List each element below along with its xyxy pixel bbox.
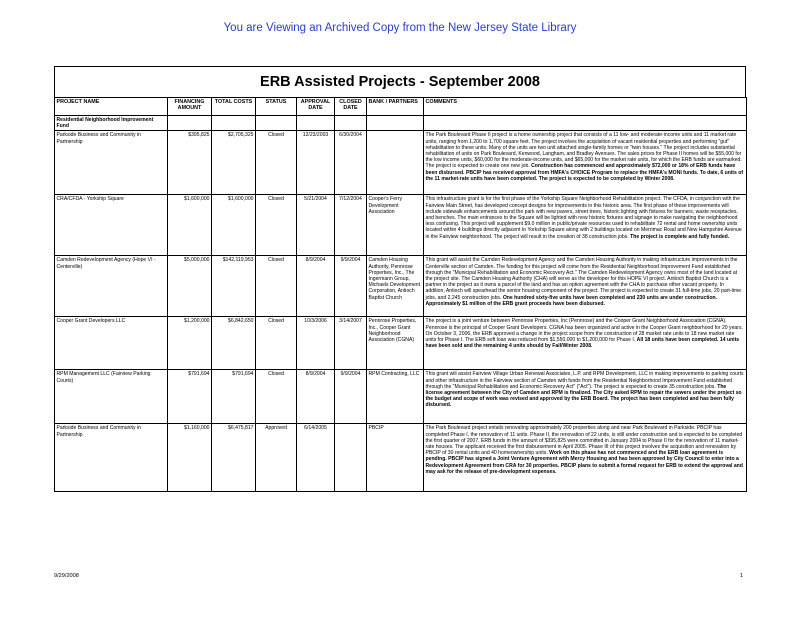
- comment-text: The Park Boulevard Phase II project is a home ownership project that consists of a 11 low- and moderate-income units and 11 market rate units, ranging from 1,200 to 1,700 square feet. The project involves the acquisition of vacant residential properties and performing "gut" rehabilitation to these units. Many of the units are two unit attached single-family homes or "twin houses." The project includes substantial rehabilitation of units on Park Boulevard, Kenwood, Langham, and Bradley Avenues. The sales prices for Phase II homes will be $55,000 for the low income units, $60,000 for the moderate-income units, and $65,000 for the market rate units, for which the ERB funds are earmarked. The project is expected to create one new job.: [425, 132, 742, 170]
- total-costs: $142,119,953: [212, 256, 256, 317]
- empty-cell: [367, 116, 424, 131]
- header-comments: COMMENTS: [424, 98, 747, 116]
- header-bank-partners: BANK / PARTNERS: [367, 98, 424, 116]
- project-name: RPM Management LLC (Fairview Parking Courts): [55, 370, 168, 424]
- header-status: STATUS: [256, 98, 297, 116]
- project-name: Camden Redevelopment Agency (Hope VI - Centerville): [55, 256, 168, 317]
- closed-date: 7/12/2004: [335, 195, 367, 256]
- comment-text: This grant will assist Fairview Village Urban Renewal Associates, L.P. and RPM Development, LLC in making improvements to parking courts and other infrastructure in the Fairview section of Camden with funds from the Residential Neighborhood Improvement Fund established through the "Municipal Rehabilitation and Economic Recovery Act" ("Act"). The project is expected to create 35 construction jobs.: [425, 371, 744, 390]
- empty-cell: [168, 116, 212, 131]
- table-row: [55, 424, 747, 492]
- closed-date: 3/14/2007: [335, 317, 367, 370]
- approval-date: 8/9/2004: [297, 370, 335, 424]
- comment-text: This grant will assist the Camden Redevelopment Agency and the Camden Housing Authority in making infrastructure improvements in the Centerville section of Camden. The funding for this project will come from the Residential Neighborhood Improvement Fund established through the "Municipal Rehabilitation and Economic Recovery Act." The Camden Redevelopment Agency owns most of the land located at the project site. The Camden Housing Authority (CHA) will serve as the developer for this HOPE VI project. Antioch Baptist Church is a partner in the project as it owns a parcel of the land and has an option agreement with the CHA to purchase other vacant property. In addition, Antioch will spearhead the senior housing component of the project. The project is expected to create 31 full-time jobs, 20 part-time jobs, and 2,245 construction jobs.: [425, 257, 742, 301]
- table-row: [55, 317, 747, 370]
- approval-date: 6/14/2005: [297, 424, 335, 492]
- table-row: [55, 370, 747, 424]
- project-status: Closed: [256, 256, 297, 317]
- header-approval-date: APPROVAL DATE: [297, 98, 335, 116]
- total-costs: $6,475,817: [212, 424, 256, 492]
- comment-text: This infrastructure grant is for the first phase of the Yorkship Square Neighborhood Rehabilitation project. The CFDA, in conjunction with the Fairview Main Street, has developed concept designs for improvements in this historic area. The first phase of these improvements will include sidewalk enhancements around the park with new pavers, street trees, historic lighting with fixtures for banners, waste receptacles, and benches. The main entrances to the Square will be lighted with new historic fixtures and signage to make navigating the neighborhood less confusing. This project will supplement $9.0 million in public/private resources used to rehabilitate 72 rental and home ownership units located within 4 buildings directly adjacent to Yorkship Square along with 2 buildings located on Merrimac Road and New Hampshire Avenue in the Fairview neighborhood. The project will result in the creation of 38 construction jobs.: [425, 196, 742, 240]
- bank-partners: Cooper's Ferry Development Association: [367, 195, 424, 256]
- table-header-row: [55, 98, 747, 116]
- comment-status: The license agreement between the City of Camden and RPM is finalized. The City asked RPM to repair the sewers under the project so the budget and scope of work was revised and approved by the ERB Board. The project has been completed and has been fully disbursed.: [425, 383, 742, 409]
- comments-cell: [424, 317, 747, 370]
- comment-status: All 18 units have been completed. 14 units have been sold and the remaining 4 units should by Fall/Winter 2008.: [425, 337, 740, 350]
- project-status: Closed: [256, 131, 297, 195]
- empty-cell: [335, 116, 367, 131]
- section-label: Residential Neighborhood Improvement Fund: [55, 116, 168, 131]
- closed-date: [335, 424, 367, 492]
- closed-date: 9/9/2004: [335, 256, 367, 317]
- header-project-name: PROJECT NAME: [55, 98, 168, 116]
- table-row: [55, 195, 747, 256]
- total-costs: $791,694: [212, 370, 256, 424]
- project-name: Parkside Business and Community in Partnership: [55, 424, 168, 492]
- financing-amount: $395,825: [168, 131, 212, 195]
- header-financing-amount: FINANCING AMOUNT: [168, 98, 212, 116]
- bank-partners: PBCIP: [367, 424, 424, 492]
- footer-date: 9/29/2008: [54, 573, 79, 579]
- empty-cell: [297, 116, 335, 131]
- page-number: 1: [740, 573, 744, 579]
- financing-amount: $5,000,000: [168, 256, 212, 317]
- report-title: ERB Assisted Projects - September 2008: [54, 66, 746, 97]
- project-name: Cooper Grant Developers LLC: [55, 317, 168, 370]
- bank-partners: [367, 131, 424, 195]
- project-status: Closed: [256, 370, 297, 424]
- approval-date: 12/23/2003: [297, 131, 335, 195]
- bank-partners: RPM Contracting, LLC: [367, 370, 424, 424]
- empty-cell: [424, 116, 747, 131]
- total-costs: $2,705,325: [212, 131, 256, 195]
- closed-date: 6/30/2004: [335, 131, 367, 195]
- project-name: Parkside Business and Community in Partnership: [55, 131, 168, 195]
- report-document: [54, 66, 746, 492]
- approval-date: 10/3/2006: [297, 317, 335, 370]
- header-total-costs: TOTAL COSTS: [212, 98, 256, 116]
- comments-cell: [424, 131, 747, 195]
- project-status: Closed: [256, 195, 297, 256]
- comment-status: Construction has commenced and approximately $72,000 or 18% of ERB funds have been disbursed. PBCIP has received approval from HMFA's CHOICE Program to replace the HMFA's MONI funds. To date, 6 units of the 11 market-rate units have been completed. The project is expected to be completed by Winter 2008.: [425, 163, 744, 182]
- empty-cell: [256, 116, 297, 131]
- section-row: [55, 116, 747, 131]
- header-closed-date: CLOSED DATE: [335, 98, 367, 116]
- closed-date: 9/9/2004: [335, 370, 367, 424]
- comments-cell: [424, 424, 747, 492]
- total-costs: $1,600,000: [212, 195, 256, 256]
- financing-amount: $1,200,000: [168, 317, 212, 370]
- table-row: [55, 131, 747, 195]
- comment-text: The Park Boulevard project entails renovating approximately 200 properties along and near Park Boulevard in Parkside. PBCIP has completed Phase I, the renovation of 11 units. Phase II, the renovation of 22 units, is still under construction and is expected to be completed the first quarter of 2007. ERB funds in the amount of $395,825 were committed in January 2004 to Phase II for the renovation of 11 market-rate houses. The applicant received the first disbursement in April 2005. Phase III of this project involves the acquisition and renovation by PBCIP of 30 rental units and 40 homeownership units.: [425, 425, 743, 457]
- project-name: CRA/CFDA - Yorkship Square: [55, 195, 168, 256]
- table-row: [55, 256, 747, 317]
- project-status: Approved: [256, 424, 297, 492]
- comment-text: The project is a joint venture between Pennrose Properties, Inc (Pennrose) and the Cooper Grant Neighborhood Association (CGNA). Pennrose is the principal of Cooper Grant Developers. CGNA has been organized and active in the Cooper Grant neighborhood for 20 years. On October 3, 2006, the ERB approved a change in the project scope from the construction of 28 market rate units to 18 new market rate units for Phase I. The ERB soft loan was reduced from $1,550,000 to $1,200,000 for Phase I.: [425, 318, 743, 344]
- project-status: Closed: [256, 317, 297, 370]
- comment-status: The project is complete and fully funded.: [630, 233, 730, 240]
- comments-cell: [424, 195, 747, 256]
- comments-cell: [424, 256, 747, 317]
- empty-cell: [212, 116, 256, 131]
- financing-amount: $1,600,000: [168, 195, 212, 256]
- bank-partners: Camden Housing Authority, Pennrose Properties, Inc., The Ingermann Group, Michaels Development Corporation, Antioch Baptist Church: [367, 256, 424, 317]
- approval-date: 5/21/2004: [297, 195, 335, 256]
- financing-amount: $791,694: [168, 370, 212, 424]
- comment-status: One hundred sixty-five units have been completed and 230 units are under construction. Approximately $1 million of the ERB grant proceeds have been disbursed.: [425, 294, 718, 307]
- comments-cell: [424, 370, 747, 424]
- bank-partners: Pennrose Properties, Inc., Cooper Grant Neighborhood Association (CGNA): [367, 317, 424, 370]
- archive-banner: You are Viewing an Archived Copy from the New Jersey State Library: [223, 22, 577, 34]
- financing-amount: $1,160,000: [168, 424, 212, 492]
- approval-date: 8/9/2004: [297, 256, 335, 317]
- comment-status: Work on this phase has not commenced and the ERB loan agreement is pending. PBCIP has signed a Joint Venture Agreement with Mercy Housing and has been approved by City Council to enter into a Redevelopment Agreement from CRA for 30 properties. PBCIP plans to submit a formal request for ERB to extend the approval and may ask for the release of pre-development expenses.: [425, 450, 743, 475]
- total-costs: $6,842,650: [212, 317, 256, 370]
- projects-table: [54, 97, 747, 492]
